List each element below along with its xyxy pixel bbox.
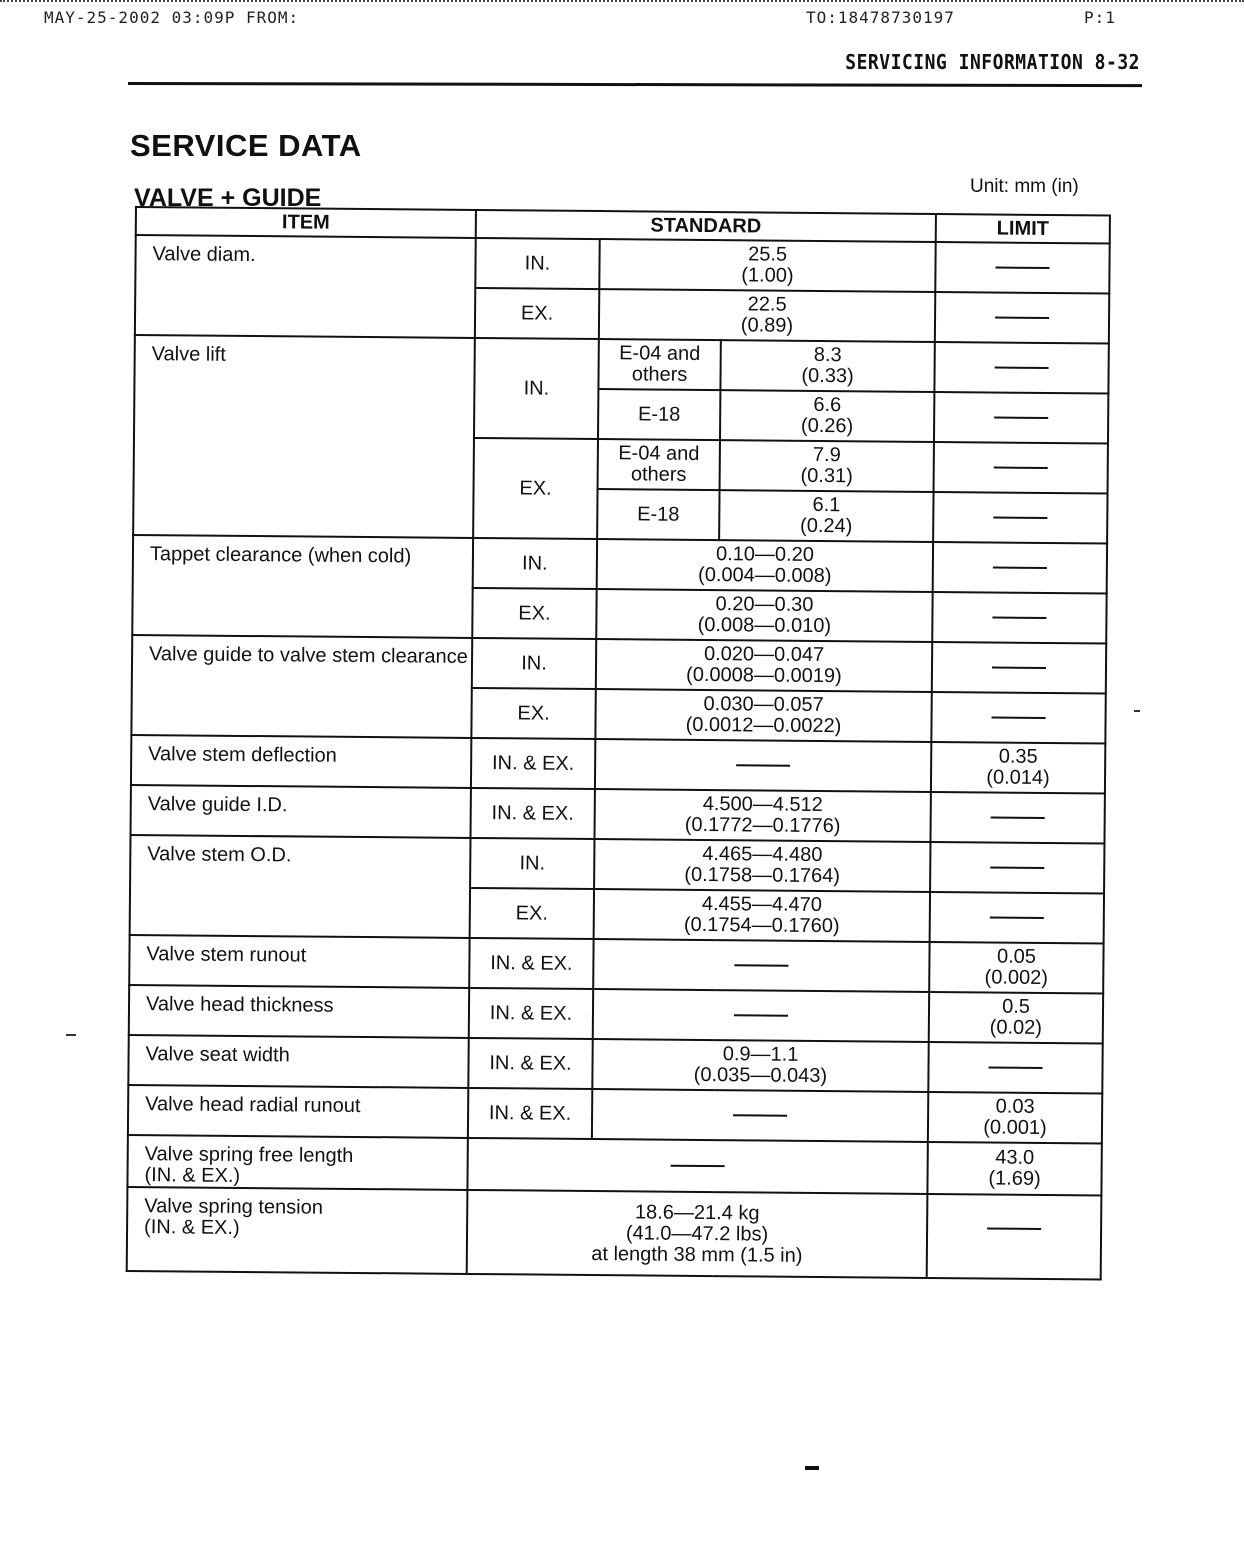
dash-mark: [992, 717, 1046, 719]
dash-mark: [734, 964, 788, 966]
table-row: [131, 735, 1105, 793]
row-standard-value: 8.3 (0.33): [720, 340, 934, 392]
dash-mark: [987, 1227, 1041, 1229]
row-spec-label: E-04 and others: [598, 339, 720, 390]
row-limit-value: 0.35 (0.014): [931, 742, 1105, 794]
row-limit-dash: [935, 242, 1109, 294]
dash-mark: [990, 867, 1044, 869]
row-limit-value: 0.5 (0.02): [929, 992, 1103, 1044]
page-header: SERVICING INFORMATION 8-32: [845, 50, 1140, 75]
row-sub-label: IN.: [475, 238, 599, 289]
row-standard-value: 18.6—21.4 kg (41.0—47.2 lbs) at length 38 mm (1.5 in): [467, 1190, 928, 1278]
dash-mark: [994, 417, 1048, 419]
row-standard-value: 0.20—0.30 (0.008—0.010): [596, 589, 932, 642]
row-item-label: Valve seat width: [128, 1035, 468, 1088]
table-row: [128, 1085, 1102, 1143]
row-limit-value: 0.05 (0.002): [929, 942, 1103, 994]
dash-mark: [734, 1014, 788, 1016]
row-item-label: Valve stem O.D.: [130, 835, 471, 938]
dash-mark: [736, 764, 790, 766]
dash-mark: [995, 317, 1049, 319]
row-standard-dash: [592, 1089, 928, 1142]
dash-mark: [991, 817, 1045, 819]
row-standard-value: 7.9 (0.31): [720, 440, 934, 492]
row-sub-label: IN. & EX.: [469, 988, 593, 1039]
header-limit: LIMIT: [936, 214, 1110, 244]
row-standard-value: 4.455—4.470 (0.1754—0.1760): [594, 889, 930, 942]
dash-mark: [990, 917, 1044, 919]
row-sub-label: EX.: [472, 588, 596, 639]
row-item-label: Tappet clearance (when cold): [132, 535, 473, 638]
dash-mark: [993, 517, 1047, 519]
row-limit-dash: [927, 1194, 1102, 1280]
fax-header-sender: MAY-25-2002 03:09P FROM:: [44, 8, 300, 27]
scan-mark: [805, 1466, 819, 1470]
scan-speck: [66, 1034, 76, 1036]
row-limit-dash: [932, 642, 1106, 694]
row-spec-label: E-18: [598, 389, 720, 440]
row-standard-value: 0.020—0.047 (0.0008—0.0019): [596, 639, 932, 692]
row-sub-label: EX.: [470, 888, 594, 939]
row-sub-label: IN.: [470, 838, 594, 889]
row-item-label: Valve head radial runout: [128, 1085, 468, 1138]
row-standard-dash: [467, 1138, 927, 1194]
dash-mark: [993, 567, 1047, 569]
row-spec-label: E-04 and others: [598, 439, 720, 490]
row-standard-value: 22.5 (0.89): [599, 289, 935, 342]
row-sub-label: EX.: [475, 288, 599, 339]
row-item-label: Valve head thickness: [129, 985, 469, 1038]
row-limit-dash: [934, 342, 1108, 394]
row-limit-value: 43.0 (1.69): [927, 1142, 1101, 1196]
row-standard-value: 0.10—0.20 (0.004—0.008): [597, 539, 933, 592]
row-sub-label: IN.: [473, 538, 597, 589]
table-row: [127, 1135, 1101, 1195]
table-row: [129, 935, 1103, 993]
dash-mark: [733, 1114, 787, 1116]
row-standard-dash: [595, 739, 931, 792]
row-standard-dash: [593, 939, 929, 992]
row-item-label: Valve lift: [133, 335, 475, 538]
row-sub-label: IN. & EX.: [468, 1088, 592, 1139]
dash-mark: [995, 367, 1049, 369]
row-standard-value: 4.465—4.480 (0.1758—0.1764): [594, 839, 930, 892]
row-item-label: Valve spring free length (IN. & EX.): [127, 1135, 467, 1190]
row-limit-dash: [930, 842, 1104, 894]
service-data-table-wrapper: [126, 206, 1111, 1280]
row-limit-dash: [928, 1042, 1102, 1094]
row-item-label: Valve diam.: [135, 235, 476, 338]
fax-header-recipient: TO:18478730197: [806, 8, 955, 27]
row-standard-value: 0.9—1.1 (0.035—0.043): [592, 1039, 928, 1092]
row-item-label: Valve guide to valve stem clearance: [131, 635, 472, 738]
row-limit-dash: [935, 292, 1109, 344]
row-limit-dash: [932, 592, 1106, 644]
row-standard-value: 6.6 (0.26): [720, 390, 934, 442]
table-row: [132, 635, 1106, 693]
row-sub-label: IN.: [472, 638, 596, 689]
header-standard: STANDARD: [476, 210, 936, 242]
dash-mark: [992, 667, 1046, 669]
row-item-label: Valve spring tension (IN. & EX.): [127, 1187, 468, 1274]
table-row: [134, 335, 1108, 393]
row-item-label: Valve stem deflection: [131, 735, 471, 788]
row-item-label: Valve guide I.D.: [131, 785, 471, 838]
row-limit-dash: [930, 892, 1104, 944]
row-standard-value: 6.1 (0.24): [719, 490, 933, 542]
row-limit-dash: [933, 542, 1107, 594]
row-sub-label: EX.: [473, 438, 598, 539]
row-limit-dash: [933, 492, 1107, 544]
row-limit-value: 0.03 (0.001): [928, 1092, 1102, 1144]
header-item: ITEM: [136, 207, 476, 238]
dash-mark: [992, 617, 1046, 619]
row-standard-value: 4.500—4.512 (0.1772—0.1776): [594, 789, 930, 842]
section-title: VALVE + GUIDE: [134, 184, 322, 212]
row-limit-dash: [934, 442, 1108, 494]
table-row: [127, 1187, 1102, 1279]
service-data-table: [126, 206, 1111, 1280]
row-standard-value: 0.030—0.057 (0.0012—0.0022): [595, 689, 931, 742]
row-limit-dash: [931, 692, 1105, 744]
row-item-label: Valve stem runout: [129, 935, 469, 988]
row-sub-label: IN. & EX.: [468, 1038, 592, 1089]
row-limit-dash: [930, 792, 1104, 844]
row-sub-label: IN. & EX.: [469, 938, 593, 989]
row-standard-value: 25.5 (1.00): [599, 239, 935, 292]
header-rule: [128, 82, 1142, 87]
table-row: [135, 235, 1109, 293]
table-row: [129, 985, 1103, 1043]
page-title: SERVICE DATA: [130, 128, 362, 163]
fax-header-page: P:1: [1084, 8, 1116, 27]
dash-mark: [995, 267, 1049, 269]
table-row: [131, 785, 1105, 843]
dash-mark: [989, 1067, 1043, 1069]
dash-mark: [671, 1165, 725, 1167]
dash-mark: [994, 467, 1048, 469]
table-row: [130, 835, 1104, 893]
row-limit-dash: [934, 392, 1108, 444]
row-sub-label: IN. & EX.: [470, 788, 594, 839]
unit-note: Unit: mm (in): [970, 176, 1079, 197]
table-row: [133, 535, 1107, 593]
table-row: [128, 1035, 1102, 1093]
fax-top-dotted-border: [0, 0, 1244, 2]
scan-speck: [1134, 710, 1140, 712]
row-sub-label: EX.: [471, 688, 595, 739]
row-standard-dash: [593, 989, 929, 1042]
row-spec-label: E-18: [597, 489, 719, 540]
row-sub-label: IN. & EX.: [471, 738, 595, 789]
row-sub-label: IN.: [474, 338, 599, 439]
